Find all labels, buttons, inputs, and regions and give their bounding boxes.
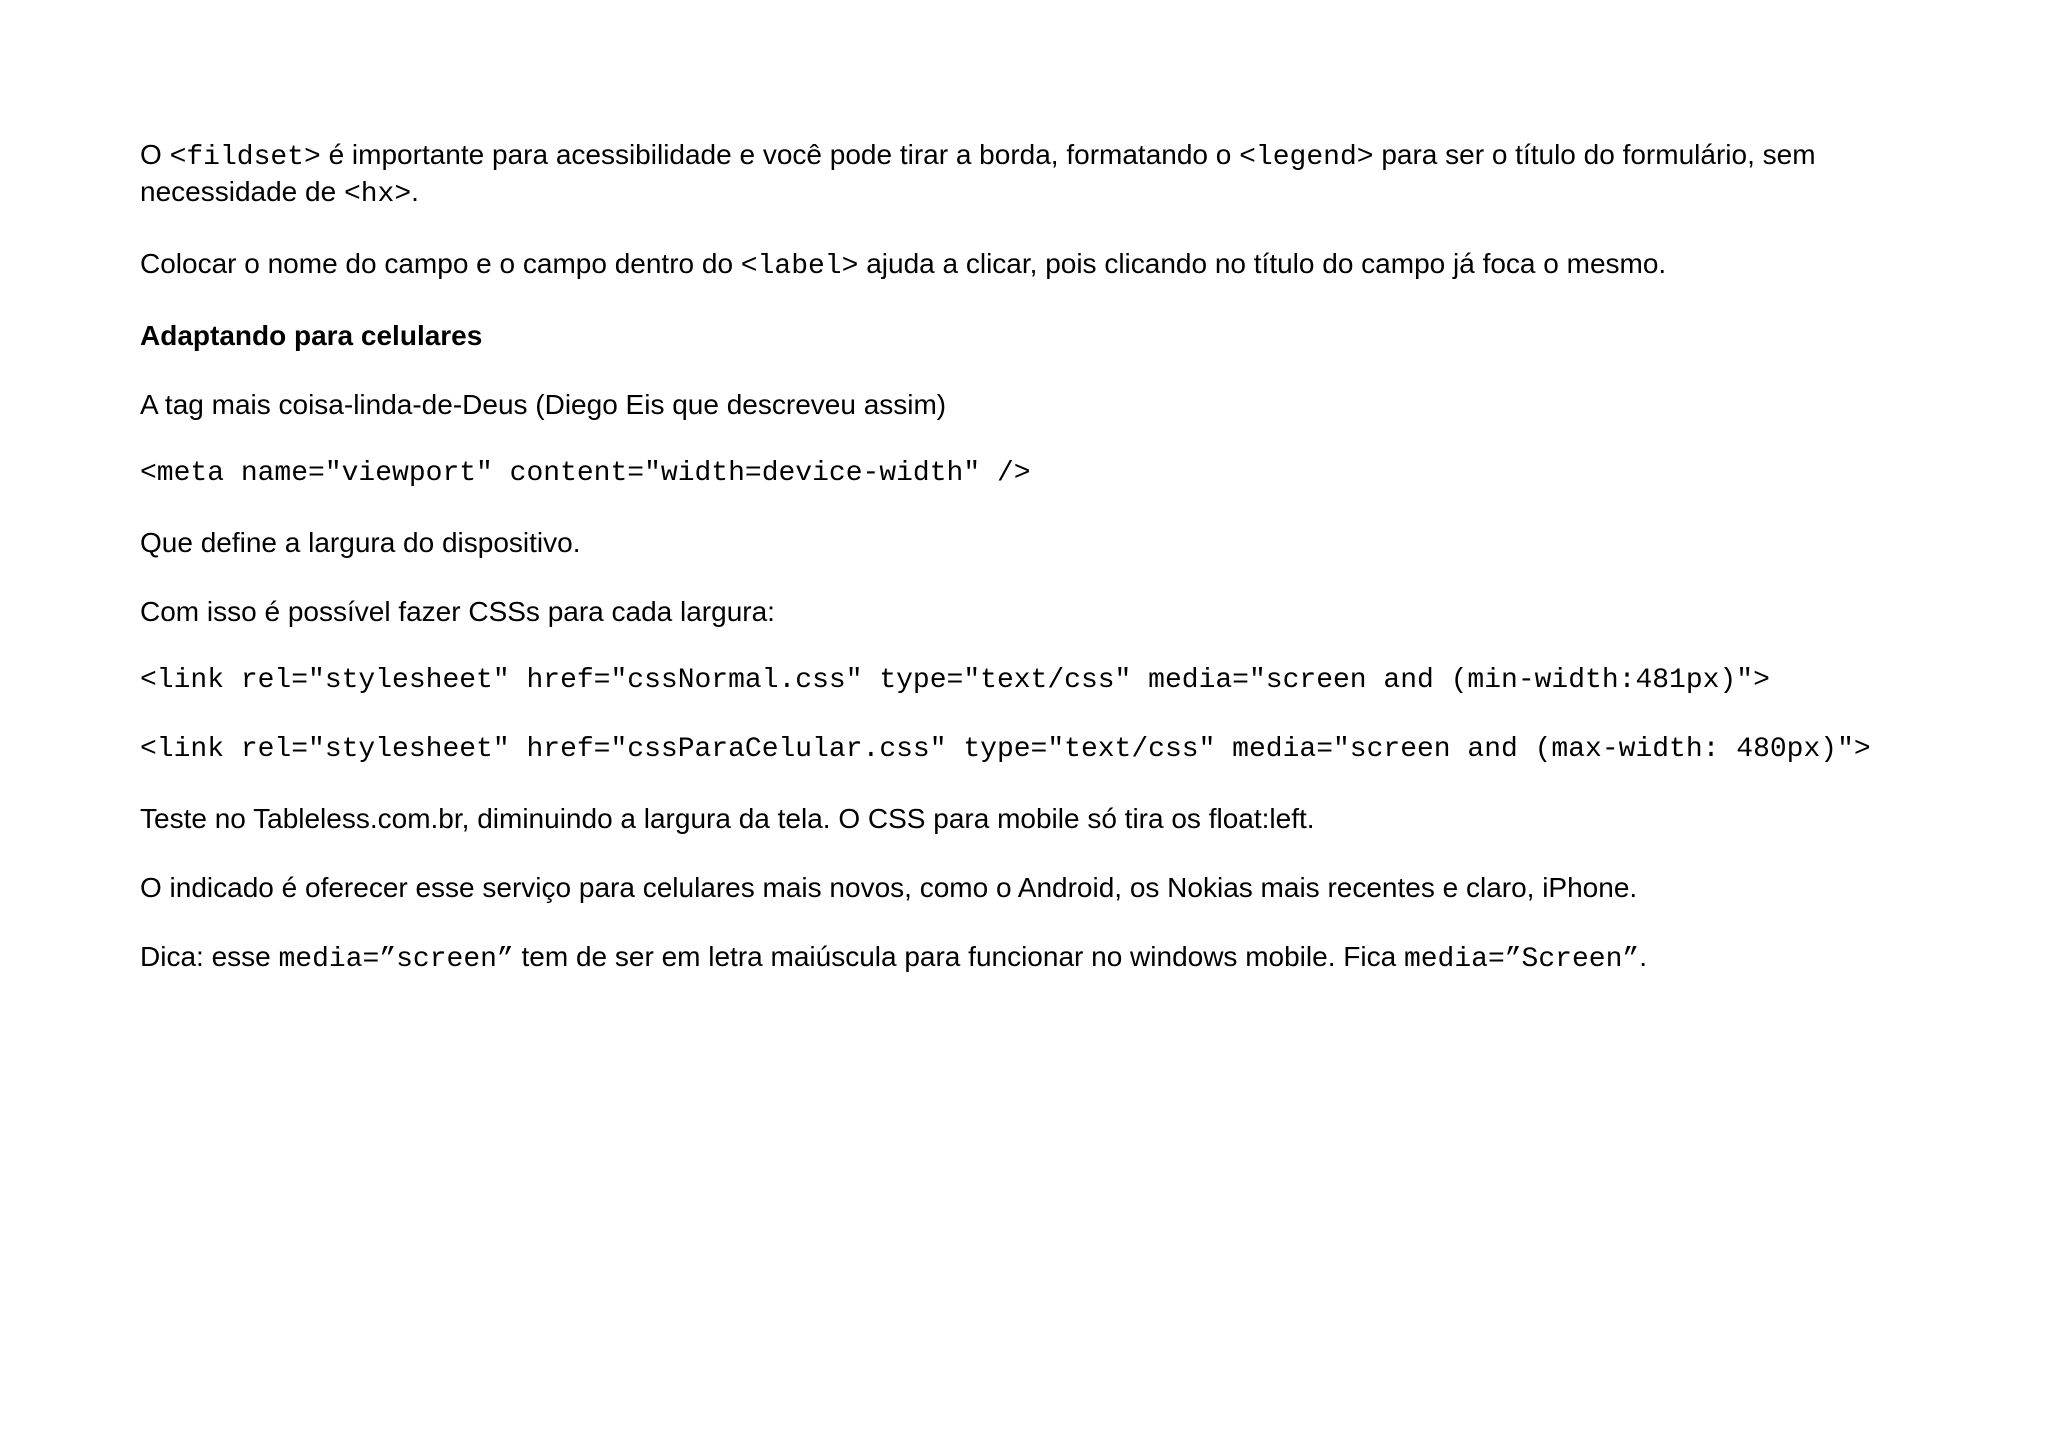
code-link-normal: <link rel="stylesheet" href="cssNormal.css" type="text/css" media="screen and (min-width:481px)">	[140, 665, 1770, 696]
text-span: para ser o título do formulário, sem necessidade de	[140, 139, 1816, 207]
text-span: tem de ser em letra maiúscula para funcionar no windows mobile. Fica	[513, 941, 1404, 972]
inline-code-hx: <hx>	[343, 179, 412, 210]
code-meta-viewport: <meta name="viewport" content="width=device-width" />	[140, 458, 1031, 489]
paragraph-css-width: Com isso é possível fazer CSSs para cada largura:	[140, 596, 775, 627]
inline-code-fildset: <fildset>	[169, 142, 321, 173]
paragraph-device-width: Que define a largura do dispositivo.	[140, 527, 581, 558]
inline-code-label: <label>	[740, 251, 859, 282]
paragraph-tip	[140, 940, 1920, 977]
paragraph-fieldset	[140, 138, 1920, 212]
text-span: .	[1639, 941, 1647, 972]
paragraph-recommendation: O indicado é oferecer esse serviço para celulares mais novos, como o Android, os Nokias mais recentes e claro, iPhone.	[140, 872, 1638, 903]
inline-code-media-screen: media=”screen”	[278, 944, 514, 975]
text-span: .	[411, 176, 419, 207]
text-span: ajuda a clicar, pois clicando no título do campo já foca o mesmo.	[858, 248, 1667, 279]
section-heading: Adaptando para celulares	[140, 320, 483, 351]
text-span: Colocar o nome do campo e o campo dentro do	[140, 248, 741, 279]
paragraph-tableless: Teste no Tableless.com.br, diminuindo a largura da tela. O CSS para mobile só tira os float:left.	[140, 803, 1315, 834]
code-link-mobile: <link rel="stylesheet" href="cssParaCelular.css" type="text/css" media="screen and (max-width: 480px)">	[140, 734, 1871, 765]
text-span: Dica: esse	[140, 941, 279, 972]
paragraph-meta-intro: A tag mais coisa-linda-de-Deus (Diego Eis que descreveu assim)	[140, 389, 947, 420]
document-body	[140, 138, 1920, 1012]
text-span: O	[140, 139, 170, 170]
paragraph-label	[140, 247, 1920, 284]
inline-code-media-screen-upper: media=”Screen”	[1403, 944, 1640, 975]
text-span: é importante para acessibilidade e você pode tirar a borda, formatando o	[320, 139, 1240, 170]
inline-code-legend: <legend>	[1239, 142, 1374, 173]
